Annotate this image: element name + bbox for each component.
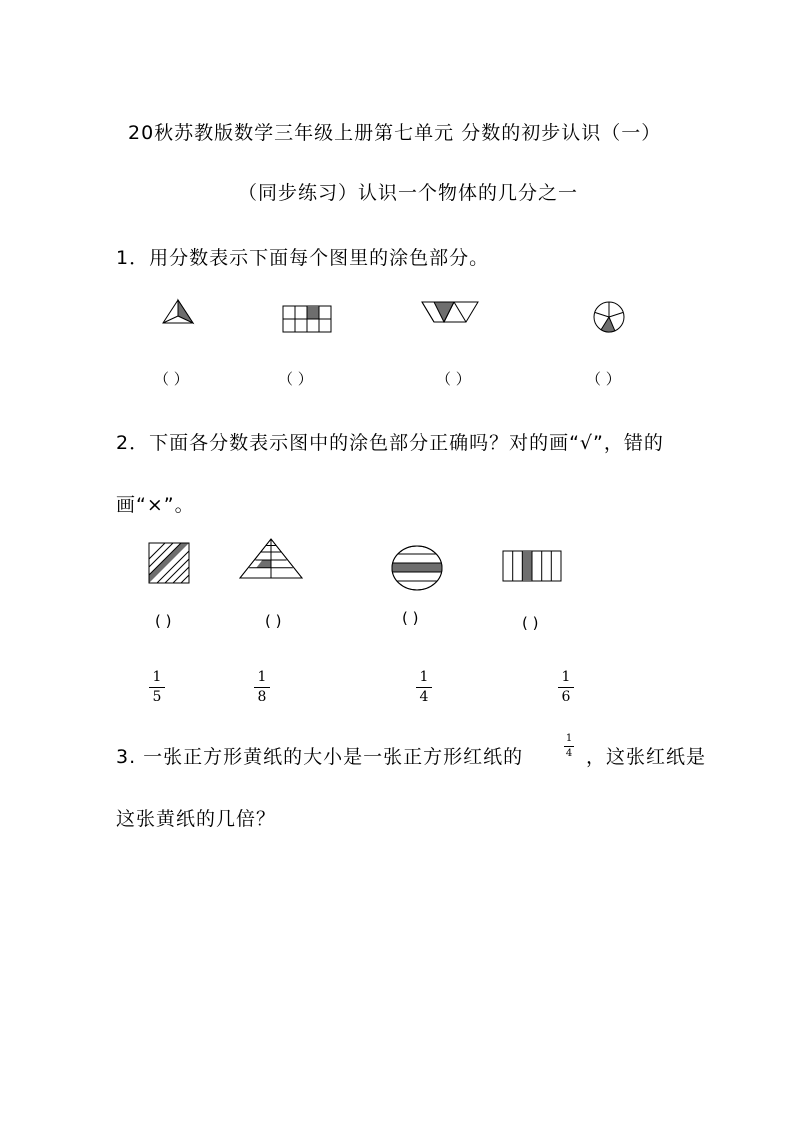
q3-fraction: [560, 734, 578, 760]
fraction-numerator: 1: [561, 669, 571, 685]
q2-figure-six-columns: [502, 550, 562, 582]
fraction-bar: [416, 687, 432, 688]
q2-answer-blank-2[interactable]: ( ): [265, 612, 282, 630]
q1-answer-blank-1[interactable]: （ ）: [154, 370, 189, 388]
q1-answer-blank-3[interactable]: （ ）: [436, 370, 471, 388]
question-1-text: 1．用分数表示下面每个图里的涂色部分。: [116, 247, 490, 269]
fraction-bar: [558, 687, 574, 688]
fraction-numerator: 1: [565, 733, 573, 744]
fraction-bar: [149, 687, 165, 688]
fraction-bar: [564, 746, 574, 747]
q2-answer-blank-1[interactable]: ( ): [155, 612, 172, 630]
q2-fraction-4: [554, 670, 578, 706]
q2-answer-blank-3[interactable]: ( ): [402, 609, 419, 627]
q2-answer-blank-4[interactable]: ( ): [522, 614, 539, 632]
q2-figure-banded-ellipse: [390, 544, 444, 592]
fraction-denominator: 4: [419, 689, 429, 705]
q1-figure-grid: [282, 305, 332, 333]
q1-figure-parallelogram: [420, 300, 480, 324]
q2-fraction-2: [250, 670, 274, 706]
fraction-denominator: 5: [152, 689, 162, 705]
title-line-1: 20秋苏教版数学三年级上册第七单元 分数的初步认识（一）: [128, 122, 662, 144]
question-2-text-line-2: 画“×”。: [116, 494, 195, 516]
fraction-denominator: 8: [257, 689, 267, 705]
fraction-numerator: 1: [152, 669, 162, 685]
q2-fraction-1: [145, 670, 169, 706]
fraction-denominator: 6: [561, 689, 571, 705]
question-2-text-line-1: 2．下面各分数表示图中的涂色部分正确吗？对的画“√”，错的: [116, 432, 664, 454]
question-3-text-line-2: 这张黄纸的几倍？: [116, 808, 277, 830]
q2-figure-layered-triangle: [238, 538, 304, 580]
q1-figure-circle: [592, 300, 626, 334]
q2-figure-striped-square: [148, 542, 190, 584]
q2-fraction-3: [412, 670, 436, 706]
title-line-2: （同步练习）认识一个物体的几分之一: [238, 182, 579, 204]
fraction-numerator: 1: [257, 669, 267, 685]
question-3-text-before: 3. 一张正方形黄纸的大小是一张正方形红纸的: [116, 746, 524, 768]
q1-answer-blank-4[interactable]: （ ）: [586, 370, 621, 388]
fraction-bar: [254, 687, 270, 688]
fraction-denominator: 4: [565, 748, 573, 759]
fraction-numerator: 1: [419, 669, 429, 685]
q1-answer-blank-2[interactable]: （ ）: [278, 370, 313, 388]
q1-figure-triangle: [160, 298, 196, 326]
question-3-text-after: ，这张红纸是: [586, 746, 707, 768]
